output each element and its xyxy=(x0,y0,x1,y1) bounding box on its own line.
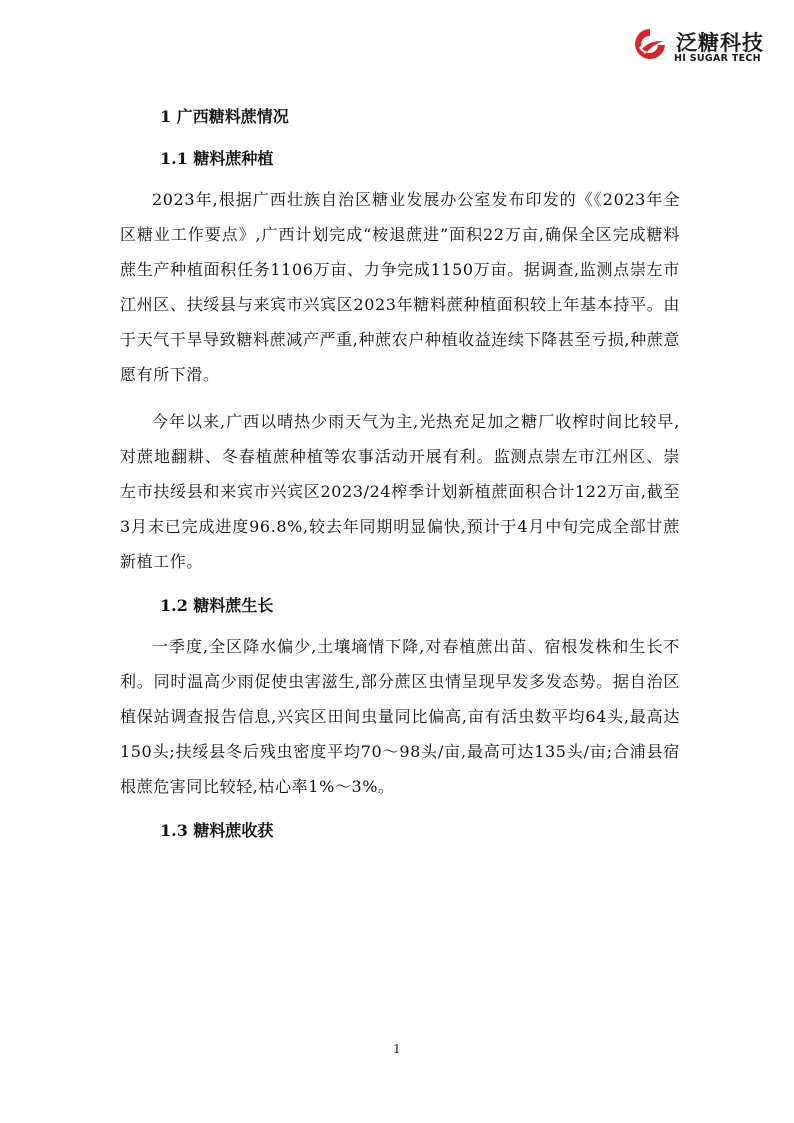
paragraph-planting-2: 今年以来,广西以晴热少雨天气为主,光热充足加之糖厂收榨时间比较早,对蔗地翻耕、冬春植蔗种植等农事活动开展有利。监测点崇左市江州区、崇左市扶绥县和来宾市兴宾区2023/24榨季计划新植蔗面积合计122万亩,截至3月末已完成进度96.8%,较去年同期明显偏快,预计于4月中旬完成全部甘蔗新植工作。 xyxy=(120,412,680,571)
brand-name-en: HI SUGAR TECH xyxy=(674,53,761,64)
subsection-title-planting: 1.1 糖料蔗种植 xyxy=(160,149,274,168)
document-body xyxy=(120,102,680,854)
brand-name-cn: 泛糖科技 xyxy=(676,31,764,55)
paragraph-growth-1: 一季度,全区降水偏少,土壤墒情下降,对春植蔗出苗、宿根发株和生长不利。同时温高少雨促使虫害滋生,部分蔗区虫情呈现早发多发态势。据自治区植保站调查报告信息,兴宾区田间虫量同比偏高,亩有活虫数平均64头,最高达150头;扶绥县冬后残虫密度平均70～98头/亩,最高可达135头/亩;合浦县宿根蔗危害同比较轻,枯心率1%～3%。 xyxy=(120,637,680,796)
brand-logo xyxy=(628,22,778,68)
page-number: 1 xyxy=(393,1042,401,1056)
section-title: 1 广西糖料蔗情况 xyxy=(160,107,289,126)
subsection-title-harvest: 1.3 糖料蔗收获 xyxy=(160,821,274,840)
subsection-title-growth: 1.2 糖料蔗生长 xyxy=(160,596,274,615)
brand-mark-icon xyxy=(632,26,668,60)
paragraph-planting-1: 2023年,根据广西壮族自治区糖业发展办公室发布印发的《《2023年全区糖业工作要点》,广西计划完成“桉退蔗进”面积22万亩,确保全区完成糖料蔗生产种植面积任务1106万亩、力争完成1150万亩。据调查,监测点崇左市江州区、扶绥县与来宾市兴宾区2023年糖料蔗种植面积较上年基本持平。由于天气干旱导致糖料蔗减产严重,种蔗农户种植收益连续下降甚至亏损,种蔗意愿有所下滑。 xyxy=(120,190,680,384)
